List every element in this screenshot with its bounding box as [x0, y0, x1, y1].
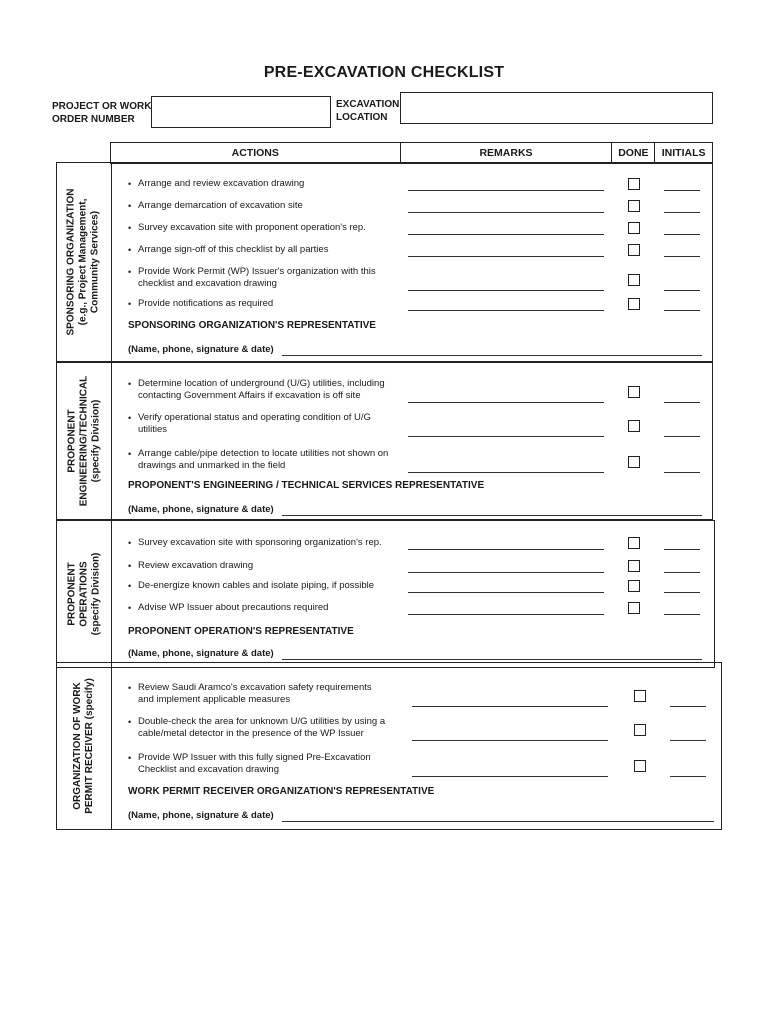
- checklist-item-text-cont: cable/metal detector in the presence of the WP Issuer: [138, 728, 364, 739]
- initials-field[interactable]: [664, 310, 700, 311]
- bullet-icon: •: [128, 753, 132, 763]
- remarks-field[interactable]: [408, 436, 604, 437]
- checklist-item-text: Arrange demarcation of excavation site: [138, 200, 303, 211]
- checklist-item-text: Provide WP Issuer with this fully signed Pre-Excavation: [138, 752, 371, 763]
- sidebar-label-line-1: PROPONENT: [66, 409, 77, 473]
- checklist-item: [128, 560, 428, 572]
- section-sidebar: [57, 663, 112, 829]
- remarks-field[interactable]: [408, 190, 604, 191]
- remarks-field[interactable]: [408, 472, 604, 473]
- remarks-field[interactable]: [408, 402, 604, 403]
- initials-field[interactable]: [664, 256, 700, 257]
- initials-field[interactable]: [664, 592, 700, 593]
- checklist-item: [128, 298, 428, 310]
- checklist-item: [128, 448, 428, 472]
- checklist-item: [128, 537, 428, 549]
- page-title: PRE-EXCAVATION CHECKLIST: [263, 64, 505, 81]
- checklist-item-text: Survey excavation site with sponsoring organization's rep.: [138, 537, 382, 548]
- section-sidebar-label: [66, 376, 102, 507]
- remarks-field[interactable]: [408, 256, 604, 257]
- section-sidebar: [57, 363, 112, 519]
- location-label-line-2: LOCATION: [336, 112, 388, 123]
- done-checkbox[interactable]: [628, 580, 640, 592]
- checklist-item-text: Review Saudi Aramco's excavation safety requirements: [138, 682, 372, 693]
- checklist-item-text-cont: contacting Government Affairs if excavation is off site: [138, 390, 361, 401]
- initials-field[interactable]: [664, 549, 700, 550]
- checklist-item-text: Survey excavation site with proponent operation's rep.: [138, 222, 366, 233]
- checklist-item-text: Arrange cable/pipe detection to locate utilities not shown on: [138, 448, 389, 459]
- signature-field[interactable]: [282, 821, 714, 822]
- initials-field[interactable]: [664, 290, 700, 291]
- done-checkbox[interactable]: [628, 386, 640, 398]
- sidebar-label-line-2: PERMIT RECEIVER (specify): [84, 678, 95, 814]
- remarks-field[interactable]: [408, 549, 604, 550]
- initials-field[interactable]: [664, 572, 700, 573]
- column-initials: INITIALS: [661, 147, 706, 159]
- done-checkbox[interactable]: [628, 178, 640, 190]
- project-number-field[interactable]: [151, 96, 331, 128]
- project-label-line-1: PROJECT OR WORK: [52, 101, 152, 112]
- sidebar-label-line-2: (e.g., Project Management,: [78, 198, 90, 326]
- remarks-field[interactable]: [412, 776, 608, 777]
- checklist-item: [128, 266, 428, 290]
- checklist-item-text-cont: Checklist and excavation drawing: [138, 764, 279, 775]
- checklist-item-text: De-energize known cables and isolate piping, if possible: [138, 580, 375, 591]
- bullet-icon: •: [128, 245, 132, 255]
- done-checkbox[interactable]: [634, 760, 646, 772]
- checklist-item: [128, 178, 428, 190]
- checklist-item-text-cont: utilities: [138, 424, 168, 435]
- bullet-icon: •: [128, 449, 132, 459]
- checklist-item: [128, 602, 428, 614]
- initials-field[interactable]: [664, 190, 700, 191]
- checklist-item-text: Verify operational status and operating condition of U/G: [138, 412, 371, 423]
- done-checkbox[interactable]: [628, 298, 640, 310]
- checklist-item: [128, 244, 428, 256]
- bullet-icon: •: [128, 561, 132, 571]
- checklist-item-text-cont: and implement applicable measures: [138, 694, 291, 705]
- done-checkbox[interactable]: [628, 560, 640, 572]
- location-label-line-1: EXCAVATION: [336, 99, 400, 110]
- checklist-item: [128, 682, 428, 706]
- done-checkbox[interactable]: [634, 690, 646, 702]
- project-label-line-2: ORDER NUMBER: [52, 114, 135, 125]
- done-checkbox[interactable]: [634, 724, 646, 736]
- checklist-item: [128, 200, 428, 212]
- checklist-item-text: Determine location of underground (U/G) utilities, including: [138, 378, 385, 389]
- checklist-item-text-cont: checklist and excavation drawing: [138, 278, 277, 289]
- remarks-field[interactable]: [408, 310, 604, 311]
- remarks-field[interactable]: [408, 572, 604, 573]
- bullet-icon: •: [128, 379, 132, 389]
- section-sidebar-label: [72, 678, 96, 814]
- column-remarks: REMARKS: [401, 143, 613, 163]
- bullet-icon: •: [128, 201, 132, 211]
- representative-signature-label: (Name, phone, signature & date): [128, 810, 274, 821]
- project-label: [52, 100, 151, 126]
- checklist-item: [128, 716, 428, 740]
- checklist-item-text: Arrange sign-off of this checklist by all parties: [138, 244, 329, 255]
- section-sidebar: [57, 521, 112, 667]
- checklist-item: [128, 580, 428, 592]
- initials-field[interactable]: [664, 614, 700, 615]
- sidebar-label-line-3: (specify Division): [90, 399, 101, 483]
- sidebar-label-line-1: PROPONENT: [66, 562, 77, 626]
- checklist-item-text: Advise WP Issuer about precautions required: [138, 602, 329, 613]
- done-checkbox[interactable]: [628, 274, 640, 286]
- bullet-icon: •: [128, 581, 132, 591]
- representative-signature-label: (Name, phone, signature & date): [128, 648, 274, 659]
- remarks-field[interactable]: [412, 706, 608, 707]
- bullet-icon: •: [128, 179, 132, 189]
- section-sponsoring-organization: [56, 162, 713, 362]
- representative-title: PROPONENT'S ENGINEERING / TECHNICAL SERVICES REPRESENTATIVE: [128, 480, 485, 491]
- checklist-item: [128, 752, 428, 776]
- sidebar-label-line-1: ORGANIZATION OF WORK: [72, 682, 83, 810]
- initials-field[interactable]: [670, 706, 706, 707]
- bullet-icon: •: [128, 299, 132, 309]
- done-checkbox[interactable]: [628, 537, 640, 549]
- bullet-icon: •: [128, 267, 132, 277]
- bullet-icon: •: [128, 683, 132, 693]
- sidebar-label-line-2: OPERATIONS: [78, 561, 89, 627]
- remarks-field[interactable]: [408, 290, 604, 291]
- representative-signature-label: (Name, phone, signature & date): [128, 344, 274, 355]
- done-checkbox[interactable]: [628, 602, 640, 614]
- column-actions: ACTIONS: [111, 143, 401, 163]
- bullet-icon: •: [128, 223, 132, 233]
- location-label: [336, 98, 399, 124]
- signature-field[interactable]: [282, 515, 702, 516]
- checklist-item: [128, 412, 428, 436]
- checklist-item-text-cont: drawings and unmarked in the field: [138, 460, 286, 471]
- remarks-field[interactable]: [408, 234, 604, 235]
- initials-field[interactable]: [664, 472, 700, 473]
- representative-title: WORK PERMIT RECEIVER ORGANIZATION'S REPRESENTATIVE: [128, 786, 435, 797]
- remarks-field[interactable]: [408, 212, 604, 213]
- bullet-icon: •: [128, 717, 132, 727]
- signature-field[interactable]: [282, 355, 702, 356]
- initials-field[interactable]: [670, 776, 706, 777]
- checklist-item-text: Double-check the area for unknown U/G utilities by using a: [138, 716, 386, 727]
- sidebar-label-line-2: ENGINEERING/TECHNICAL: [78, 375, 89, 507]
- representative-title: SPONSORING ORGANIZATION'S REPRESENTATIVE: [128, 320, 376, 331]
- initials-field[interactable]: [664, 234, 700, 235]
- initials-field[interactable]: [664, 402, 700, 403]
- signature-field[interactable]: [282, 659, 702, 660]
- done-checkbox[interactable]: [628, 456, 640, 468]
- initials-field[interactable]: [664, 212, 700, 213]
- section-sidebar: [57, 163, 112, 361]
- remarks-field[interactable]: [408, 592, 604, 593]
- representative-signature-label: (Name, phone, signature & date): [128, 504, 274, 515]
- bullet-icon: •: [128, 413, 132, 423]
- representative-title: PROPONENT OPERATION'S REPRESENTATIVE: [128, 626, 354, 637]
- section-sidebar-label: [66, 553, 102, 636]
- excavation-location-field[interactable]: [400, 92, 713, 124]
- checklist-item: [128, 222, 428, 234]
- column-header-row: [110, 142, 713, 164]
- done-checkbox[interactable]: [628, 244, 640, 256]
- section-sidebar-label: [66, 188, 102, 335]
- bullet-icon: •: [128, 538, 132, 548]
- column-done: DONE: [612, 143, 655, 163]
- done-checkbox[interactable]: [628, 420, 640, 432]
- initials-field[interactable]: [670, 740, 706, 741]
- checklist-item-text: Arrange and review excavation drawing: [138, 178, 305, 189]
- sidebar-label-line-3: Community Services): [90, 210, 102, 314]
- checklist-item-text: Review excavation drawing: [138, 560, 254, 571]
- bullet-icon: •: [128, 603, 132, 613]
- checklist-item: [128, 378, 428, 402]
- sidebar-label-line-3: (specify Division): [90, 552, 101, 636]
- remarks-field[interactable]: [412, 740, 608, 741]
- checklist-item-text: Provide Work Permit (WP) Issuer's organization with this: [138, 266, 376, 277]
- sidebar-label-line-1: SPONSORING ORGANIZATION: [66, 188, 78, 336]
- done-checkbox[interactable]: [628, 200, 640, 212]
- initials-field[interactable]: [664, 436, 700, 437]
- remarks-field[interactable]: [408, 614, 604, 615]
- done-checkbox[interactable]: [628, 222, 640, 234]
- checklist-item-text: Provide notifications as required: [138, 298, 274, 309]
